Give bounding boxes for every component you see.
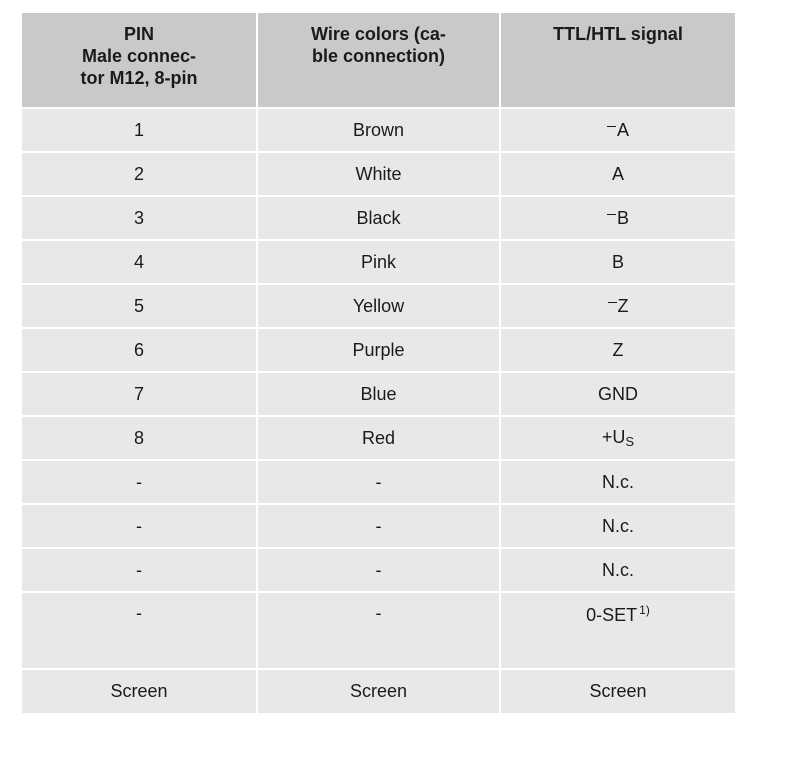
header-wire-line: Wire colors (ca- xyxy=(311,24,446,44)
signal-cell xyxy=(500,240,735,284)
wire-color-cell: Screen xyxy=(257,669,500,713)
header-pin-line: PIN xyxy=(123,24,154,44)
wire-color-cell: White xyxy=(257,152,500,196)
inverted-signal-bar xyxy=(608,302,617,303)
pin-cell: - xyxy=(22,460,257,504)
wire-color-cell: Purple xyxy=(257,328,500,372)
signal-cell xyxy=(500,284,735,328)
table-row xyxy=(22,196,735,240)
header-wire-line: ble connection) xyxy=(311,46,445,66)
signal-text: N.c. xyxy=(601,515,634,536)
pin-cell: 7 xyxy=(22,372,257,416)
footnote-marker: 1) xyxy=(639,603,650,617)
wire-color-cell: Pink xyxy=(257,240,500,284)
signal-cell xyxy=(500,416,735,460)
signal-cell xyxy=(500,372,735,416)
signal-text: Screen xyxy=(589,681,647,701)
table-row xyxy=(22,548,735,592)
table-body xyxy=(22,108,735,713)
pin-cell: - xyxy=(22,592,257,669)
signal-cell xyxy=(500,152,735,196)
signal-subscript: S xyxy=(625,434,635,449)
signal-text: B xyxy=(611,251,624,272)
signal-text: N.c. xyxy=(601,471,634,492)
wire-color-cell: - xyxy=(257,460,500,504)
wire-color-cell: Yellow xyxy=(257,284,500,328)
header-pin-line: tor M12, 8-pin xyxy=(80,68,198,88)
table-row xyxy=(22,592,735,669)
table-row xyxy=(22,460,735,504)
table-row xyxy=(22,416,735,460)
header-signal xyxy=(500,13,735,108)
signal-cell xyxy=(500,460,735,504)
inverted-signal-bar xyxy=(607,214,616,215)
wire-color-cell: Brown xyxy=(257,108,500,152)
signal-text: 0-SET xyxy=(586,605,638,625)
signal-text: B xyxy=(616,207,629,228)
signal-text: GND xyxy=(598,383,638,404)
signal-cell xyxy=(500,592,735,669)
header-signal-line: TTL/HTL signal xyxy=(553,24,683,44)
signal-cell xyxy=(500,669,735,713)
wire-color-cell: - xyxy=(257,548,500,592)
header-pin-line: Male connec- xyxy=(81,46,197,66)
signal-text: N.c. xyxy=(601,559,634,580)
pin-cell: 3 xyxy=(22,196,257,240)
inverted-signal-bar xyxy=(607,126,616,127)
pin-cell: - xyxy=(22,504,257,548)
table-row xyxy=(22,328,735,372)
wire-color-cell: Black xyxy=(257,196,500,240)
pin-assignment-table-wrapper xyxy=(22,13,735,713)
signal-text: Z xyxy=(617,295,629,316)
header-row xyxy=(22,13,735,108)
pin-cell: 6 xyxy=(22,328,257,372)
pin-cell: 1 xyxy=(22,108,257,152)
wire-color-cell: - xyxy=(257,592,500,669)
table-row xyxy=(22,152,735,196)
signal-text: A xyxy=(616,119,629,140)
table-row xyxy=(22,504,735,548)
table-row xyxy=(22,284,735,328)
signal-cell xyxy=(500,196,735,240)
pin-cell: Screen xyxy=(22,669,257,713)
table-row xyxy=(22,669,735,713)
wire-color-cell: - xyxy=(257,504,500,548)
signal-cell xyxy=(500,328,735,372)
signal-cell xyxy=(500,108,735,152)
header-pin xyxy=(22,13,257,108)
wire-color-cell: Blue xyxy=(257,372,500,416)
wire-color-cell: Red xyxy=(257,416,500,460)
table-row xyxy=(22,372,735,416)
pin-cell: - xyxy=(22,548,257,592)
signal-text: +U xyxy=(601,427,626,447)
signal-text: A xyxy=(611,163,624,184)
header-wire-colors xyxy=(257,13,500,108)
pin-assignment-table xyxy=(22,13,735,713)
pin-cell: 2 xyxy=(22,152,257,196)
table-row xyxy=(22,108,735,152)
pin-cell: 5 xyxy=(22,284,257,328)
signal-cell xyxy=(500,504,735,548)
pin-cell: 8 xyxy=(22,416,257,460)
signal-cell xyxy=(500,548,735,592)
pin-cell: 4 xyxy=(22,240,257,284)
table-row xyxy=(22,240,735,284)
signal-text: Z xyxy=(612,339,624,360)
